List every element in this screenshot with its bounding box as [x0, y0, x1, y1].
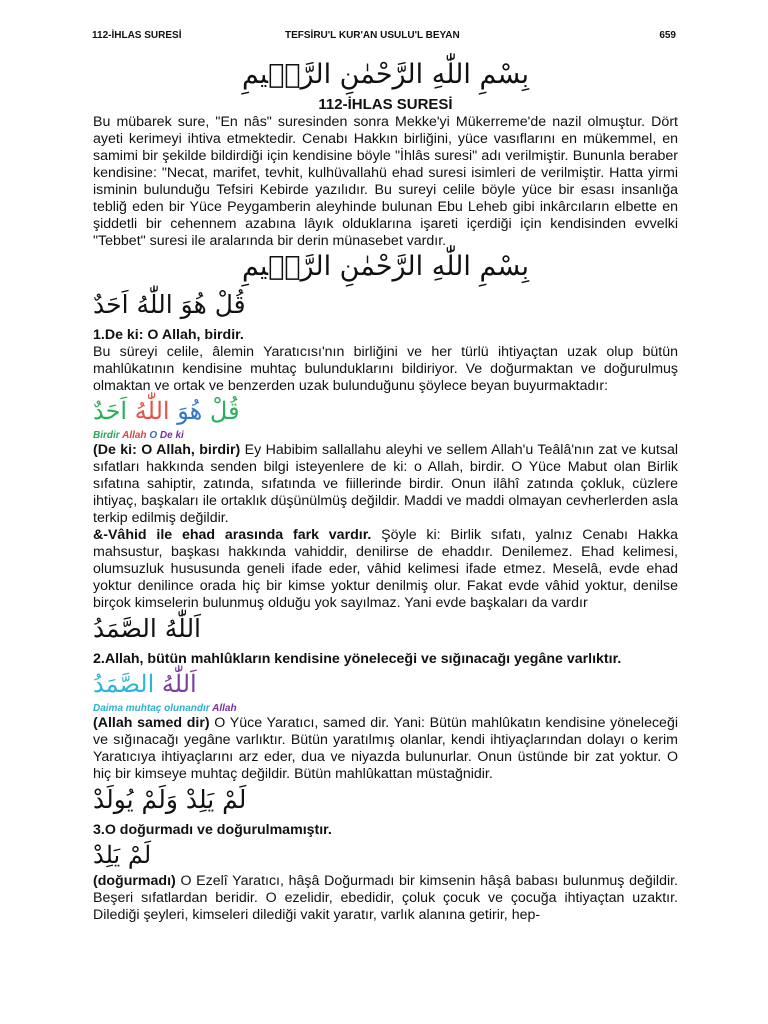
verse1-gloss-1: Birdir: [93, 430, 120, 441]
verse1-arabic: قُلْ هُوَ اللّٰهُ اَحَدٌ: [93, 290, 246, 319]
verse2-explanation: [93, 715, 678, 783]
verse3-word: لَمْ يَلِدْ: [93, 841, 152, 869]
vahid-ehad-text: Şöyle ki: Birlik sıfatı, yalnız Cenabı Hakka mahsustur, başkası hakkında vahiddir, denilirse de ehaddır. Denilemez. Ehad kelimesi, olumsuzluk hususunda geneli ifade eder, vâhid kelimesi ifade etmez. Meselâ, evde ehad yoktur denilince orada hiç bir kimse yoktur denilmiş olur. Fakat evde vâhid yoktur, denilse birçok kimselerin bulunmuş olduğu yok sayılmaz. Yani evde başkaları da vardır: [93, 527, 678, 611]
page-number: 659: [659, 30, 676, 41]
header-book-title: TEFSİRU'L KUR'AN USULU'L BEYAN: [285, 30, 460, 41]
page-header: [92, 30, 676, 44]
verse1-gloss: [93, 429, 678, 442]
verse1-explanation-text: Ey Habibim sallallahu aleyhi ve sellem Allah'u Teâlâ'nın zat ve kutsal sıfatları hakkında senden bilgi isteyenlere de ki: o Allah, birdir. O Yüce Mabut olan Birlik sıfatına sahiptir, zatında, sıfatında ve fiillerinde birdir. Onun ilâhî zatında çokluk, cüzlere ihtiyaç, başkaları ile ortaklık düşünülmüş değildir. Maddi ve maddi olmayan cevherlerden asla terkip edilmiş değildir.: [93, 442, 678, 526]
verse2-heading: 2.Allah, bütün mahlûkların kendisine yöneleceği ve sığınacağı yegâne varlıktır.: [93, 651, 622, 667]
verse2-gloss-1: Daima muhtaç olunandır: [93, 703, 210, 714]
header-sura-name: 112-İHLAS SURESİ: [92, 30, 182, 41]
verse3-explanation-text: O Ezelî Yaratıcı, hâşâ Doğurmadı bir kimsenin hâşâ babası bulunmuş değildir. Beşeri sıfatlardan beridir. O ezelidir, ebedidir, çoluk çocuk ve çocuğa ihtiyaçtan uzaktır. Dilediği şeyleri, kimseleri dilediği vakit yaratır, varlık alanına getirir, hep-: [93, 873, 678, 923]
intro-paragraph: Bu mübarek sure, "En nâs" suresinden sonra Mekke'yi Mükerreme'de nazil olmuştur. Dört ayeti kerimeyi ihtiva etmektedir. Cenabı Hakkın birliğini, yüce vasıflarını en mükemmel, en samimi bir şekilde bildirdiği için kendisine böyle "İhlâs suresi" adı verilmiştir. Bununla beraber kendisine: "Necat, marifet, tevhit, kulhüvallahü ehad suresi isimleri de verilmiştir. Hatta yirmi isminin bulunduğu Tefsiri Kebirde yazılıdır. Bu sureyi celile böyle yüce bir esası insanlığa tebliğ eden bir Yüce Peygamberin aleyhinde bulunan Ebu Leheb gibi inkârcıların elbette en şiddetli bir cehennem azabına lâyık olduklarına işareti içerdiği için kendisinden evvelki "Tebbet" suresi ile aralarında bir derin münasebet vardır.: [93, 114, 678, 249]
page-body: [93, 58, 678, 924]
vahid-ehad-paragraph: [93, 527, 678, 612]
verse1-word-1: قُلْ: [209, 397, 240, 425]
verse2-explanation-text: O Yüce Yaratıcı, samed dir. Yani: Bütün mahlûkatın kendisine yöneleceği ve sığınacağı yegâne varlıktır. Bütün yaratılmış olanlar, kendi ihtiyaçlarından dolayı o kerim Yaratıcıya ihtiyaçlarını arz eder, dua ve niyazda bulunurlar. Onun üstünde bir zat yoktur. O hiç bir kimseye muhtaç değildir. Bütün mahlûkattan müstağnidir.: [93, 715, 678, 782]
verse3-explanation: [93, 873, 678, 924]
verse1-gloss-3: O: [149, 430, 158, 441]
verse3-explanation-lead: (doğurmadı): [93, 873, 176, 889]
vahid-ehad-lead: &-Vâhid ile ehad arasında fark vardır.: [93, 527, 372, 543]
verse1-word-4: اَحَدٌ: [93, 397, 128, 425]
basmala-second: بِسْمِ اللّٰهِ الرَّحْمٰنِ الرَّح۪يمِ: [241, 251, 530, 282]
verse2-word-breakdown: [93, 668, 678, 702]
verse1-word-breakdown: [93, 395, 678, 429]
sura-title: 112-İHLAS SURESİ: [318, 96, 453, 113]
verse1-gloss-2: Allah: [122, 430, 147, 441]
verse1-explanation: [93, 442, 678, 527]
verse1-word-3: اللّٰهُ: [134, 397, 170, 425]
verse2-word-1: اَللّٰهُ: [161, 670, 197, 698]
verse1-heading: 1.De ki: O Allah, birdir.: [93, 327, 244, 343]
verse2-gloss-2: Allah: [212, 703, 237, 714]
verse1-body: Bu süreyi celile, âlemin Yaratıcısı'nın birliğini ve her türlü ihtiyaçtan uzak olup bütün mahlûkatının kendisine muhtaç bulunduklarını bildiriyor. Ve doğurmaktan ve doğurulmuş olmaktan ve ortak ve benzerden uzak bulunduğunu şöylece beyan buyurmaktadır:: [93, 344, 678, 394]
verse1-word-2: هُوَ: [177, 397, 203, 425]
verse3-arabic: لَمْ يَلِدْ وَلَمْ يُولَدْ: [93, 785, 247, 814]
verse2-explanation-lead: (Allah samed dir): [93, 715, 210, 731]
verse1-explanation-lead: (De ki: O Allah, birdir): [93, 442, 241, 458]
verse1-gloss-4: De ki: [159, 430, 184, 441]
verse3-heading: 3.O doğurmadı ve doğurulmamıştır.: [93, 822, 332, 838]
verse2-gloss: [93, 702, 678, 715]
verse2-arabic: اَللّٰهُ الصَّمَدُ: [93, 614, 202, 643]
verse2-word-2: الصَّمَدُ: [93, 670, 155, 698]
basmala-top: بِسْمِ اللّٰهِ الرَّحْمٰنِ الرَّح۪يمِ: [241, 59, 530, 90]
